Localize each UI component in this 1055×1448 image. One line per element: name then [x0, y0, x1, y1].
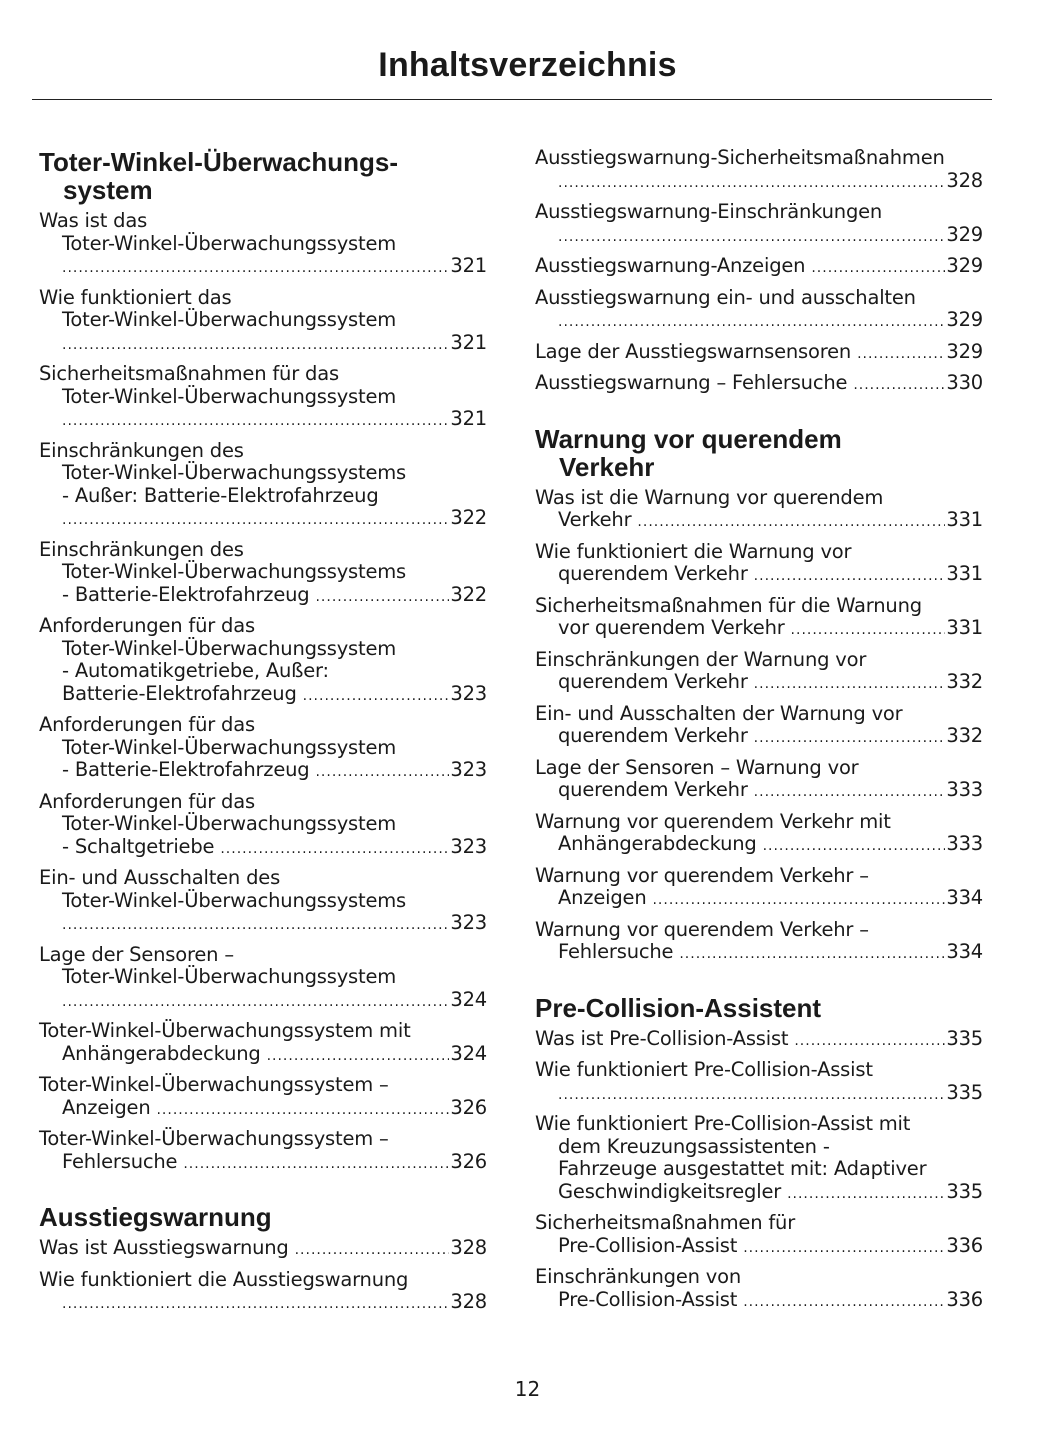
dot-leader [811, 257, 945, 280]
dot-leader [156, 1099, 449, 1122]
toc-entry-text: Toter-Winkel-Überwachungssystem – [39, 1127, 389, 1150]
toc-entry-text: Was ist die Warnung vor querendem [535, 485, 884, 509]
toc-entry-line [535, 255, 983, 280]
section-heading-line: Pre-Collision-Assistent [535, 992, 822, 1023]
toc-entry[interactable] [535, 703, 983, 750]
toc-entry[interactable] [39, 539, 487, 609]
toc-entry-line [39, 440, 487, 463]
dot-leader [754, 673, 946, 696]
toc-entry-text: Batterie-Elektrofahrzeug [62, 681, 297, 705]
dot-leader [183, 1153, 449, 1176]
toc-section [39, 1203, 487, 1316]
toc-entry-line [535, 757, 983, 780]
dot-leader [558, 226, 945, 249]
dot-leader [220, 838, 449, 861]
toc-entry-line [39, 210, 487, 233]
toc-entry-line [39, 836, 487, 861]
section-heading-line: Ausstiegswarnung [39, 1202, 272, 1232]
toc-entry[interactable] [535, 541, 983, 588]
toc-entry[interactable] [535, 649, 983, 696]
toc-page-number[interactable]: 330 [946, 371, 983, 394]
toc-entry-text: querendem Verkehr [558, 562, 748, 585]
toc-page-number[interactable]: 326 [450, 1149, 487, 1173]
toc-page-number[interactable]: 322 [450, 582, 487, 606]
toc-entry-line [39, 255, 487, 280]
toc-entry-text: Wie funktioniert Pre-Collision-Assist [535, 1058, 873, 1081]
dot-leader [679, 943, 945, 966]
dot-leader [62, 1293, 449, 1316]
dot-leader [62, 410, 449, 433]
toc-entry-text: Wie funktioniert die Warnung vor [535, 539, 852, 563]
toc-entry[interactable] [535, 1059, 983, 1106]
toc-entry-text: Anhängerabdeckung [558, 832, 757, 855]
dot-leader [857, 343, 945, 366]
toc-entry-text: Geschwindigkeitsregler [558, 1179, 782, 1203]
section-heading [39, 148, 487, 204]
toc-entry-line [535, 703, 983, 726]
dot-leader [743, 1291, 945, 1314]
toc-entry-line [39, 561, 487, 584]
toc-entry-line [39, 1020, 487, 1043]
dot-leader [652, 889, 945, 912]
toc-entry[interactable] [535, 287, 983, 334]
section-heading [39, 1203, 487, 1231]
toc-entry-line [39, 1128, 487, 1151]
toc-entry-text: Toter-Winkel-Überwachungssystem [62, 812, 397, 835]
toc-entry-line [39, 1269, 487, 1292]
dot-leader [295, 1239, 450, 1262]
toc-page-number[interactable]: 336 [946, 1233, 983, 1257]
toc-entry-text: querendem Verkehr [558, 670, 748, 693]
toc-entry-line [39, 989, 487, 1014]
toc-page-number[interactable]: 332 [946, 670, 983, 693]
toc-entry[interactable] [535, 595, 983, 642]
toc-entry[interactable] [39, 1237, 487, 1262]
toc-entry-text: Einschränkungen des [39, 438, 244, 462]
toc-entry-text: Anforderungen für das [39, 614, 255, 637]
toc-entry-text: Was ist Ausstiegswarnung [39, 1236, 289, 1259]
toc-entry-line [39, 309, 487, 332]
title-divider [32, 99, 992, 100]
toc-entry-line [535, 509, 983, 534]
toc-entry-text: vor querendem Verkehr [558, 616, 785, 639]
toc-entry-text: Sicherheitsmaßnahmen für die Warnung [535, 593, 922, 617]
toc-page-number[interactable]: 324 [450, 987, 487, 1011]
toc-entry-text: Was ist das [39, 209, 148, 232]
toc-entry-text: - Automatikgetriebe, Außer: [62, 659, 329, 682]
toc-page-number[interactable]: 333 [946, 778, 983, 801]
toc-entry-text: Toter-Winkel-Überwachungssystem [62, 965, 397, 988]
toc-entry[interactable] [39, 615, 487, 707]
toc-entry[interactable] [39, 791, 487, 861]
toc-page-number[interactable]: 331 [946, 616, 983, 639]
dot-leader [763, 835, 946, 858]
toc-entry-text: Einschränkungen von [535, 1265, 742, 1288]
toc-page-number[interactable]: 331 [946, 508, 983, 531]
toc-entry-line [535, 287, 983, 310]
toc-entry-text: Fahrzeuge ausgestattet mit: Adaptiver [558, 1157, 927, 1180]
toc-entry[interactable] [39, 287, 487, 357]
toc-entry[interactable] [39, 363, 487, 433]
toc-entry-text: Warnung vor querendem Verkehr mit [535, 809, 891, 833]
toc-entry[interactable] [535, 865, 983, 912]
toc-entry[interactable] [39, 714, 487, 784]
page-title: Inhaltsverzeichnis [378, 46, 677, 84]
toc-entry-text: Ein- und Ausschalten der Warnung vor [535, 701, 903, 725]
toc-entry-line [535, 170, 983, 195]
toc-entry[interactable] [535, 1028, 983, 1053]
toc-entry-line [39, 867, 487, 890]
toc-entry[interactable] [39, 944, 487, 1014]
toc-entry-line [535, 541, 983, 564]
dot-leader [62, 257, 449, 280]
toc-entry[interactable] [535, 372, 983, 397]
toc-page-number[interactable]: 336 [946, 1287, 983, 1311]
toc-entry-text: Was ist Pre-Collision-Assist [535, 1026, 789, 1050]
toc-entry-line [39, 890, 487, 913]
toc-entry-line [535, 725, 983, 750]
toc-entry-text: Toter-Winkel-Überwachungssystem [62, 636, 397, 660]
toc-entry-text: - Schaltgetriebe [62, 834, 215, 858]
toc-entry-line [39, 539, 487, 562]
toc-entry[interactable] [535, 147, 983, 194]
toc-entry-text: - Außer: Batterie-Elektrofahrzeug [62, 483, 379, 507]
toc-entry-text: Toter-Winkel-Überwachungssystem – [39, 1073, 389, 1096]
toc-entry-line [535, 1212, 983, 1235]
toc-entry-line [535, 941, 983, 966]
toc-entry[interactable] [535, 487, 983, 534]
toc-entry-line [535, 224, 983, 249]
dot-leader [558, 311, 945, 334]
toc-entry-line [39, 332, 487, 357]
section-heading [535, 425, 983, 481]
toc-entry-line [39, 944, 487, 967]
toc-entry-line [535, 1158, 983, 1181]
dot-leader [787, 1183, 945, 1206]
toc-entry-line [39, 507, 487, 532]
toc-entry-line [535, 833, 983, 858]
toc-entry-line [39, 759, 487, 784]
toc-page-number[interactable]: 328 [946, 168, 983, 192]
toc-entry-text: Fehlersuche [558, 940, 674, 963]
toc-entry-text: Toter-Winkel-Überwachungssystem [62, 231, 397, 255]
toc-entry-text: Lage der Ausstiegswarnsensoren [535, 339, 852, 363]
toc-entry[interactable] [39, 210, 487, 280]
toc-entry-line [39, 462, 487, 485]
toc-entry-text: querendem Verkehr [558, 724, 748, 747]
toc-entry[interactable] [535, 757, 983, 804]
toc-entry-text: dem Kreuzungsassistenten - [558, 1134, 830, 1158]
dot-leader [62, 914, 449, 937]
toc-entry-text: Ausstiegswarnung ein- und ausschalten [535, 285, 916, 309]
toc-entry[interactable] [535, 341, 983, 366]
toc-entry-line [39, 1291, 487, 1316]
toc-entry-text: Toter-Winkel-Überwachungssystem [62, 308, 397, 331]
dot-leader [267, 1045, 450, 1068]
toc-entry-line [535, 1136, 983, 1159]
section-heading [535, 994, 983, 1022]
toc-entry-text: Lage der Sensoren – [39, 942, 234, 966]
toc-entry[interactable] [39, 1020, 487, 1067]
dot-leader [791, 619, 946, 642]
dot-leader [754, 727, 946, 750]
toc-entry-text: Anzeigen [558, 886, 647, 909]
toc-entry-line [535, 887, 983, 912]
toc-page-number[interactable]: 328 [450, 1236, 487, 1259]
toc-entry-text: Toter-Winkel-Überwachungssystem [62, 384, 397, 408]
toc-entry-text: Ein- und Ausschalten des [39, 866, 281, 889]
toc-entry-line [535, 617, 983, 642]
toc-page-number[interactable]: 334 [946, 886, 983, 909]
section-heading-line: system [63, 175, 153, 205]
toc-entry[interactable] [39, 867, 487, 937]
dot-leader [558, 172, 945, 195]
toc-entry-line [535, 563, 983, 588]
toc-entry-line [535, 487, 983, 510]
toc-page-number[interactable]: 335 [946, 1179, 983, 1203]
toc-page-number[interactable]: 324 [450, 1041, 487, 1065]
toc-page-number[interactable]: 333 [946, 832, 983, 855]
toc-page-number[interactable]: 332 [946, 724, 983, 747]
toc-entry-text: Toter-Winkel-Überwachungssystem [62, 735, 397, 759]
toc-entry-line [39, 287, 487, 310]
toc-entry-text: Anforderungen für das [39, 789, 255, 813]
dot-leader [637, 511, 945, 534]
toc-entry-line [535, 671, 983, 696]
toc-entry-line [39, 386, 487, 409]
dot-leader [853, 374, 945, 397]
toc-page-number[interactable]: 329 [946, 222, 983, 246]
toc-entry-line [39, 660, 487, 683]
toc-entry-line [535, 201, 983, 224]
toc-entry-text: Sicherheitsmaßnahmen für [535, 1211, 796, 1234]
dot-leader [62, 991, 449, 1014]
toc-page-number[interactable]: 323 [450, 911, 487, 934]
toc-page-number[interactable]: 329 [946, 254, 983, 277]
toc-entry-line [39, 912, 487, 937]
toc-entry-text: Pre-Collision-Assist [558, 1233, 738, 1257]
toc-entry-text: - Batterie-Elektrofahrzeug [62, 758, 310, 781]
toc-column-left [39, 148, 487, 1326]
toc-section [535, 994, 983, 1314]
toc-entry-line [535, 309, 983, 334]
toc-entry-text: Einschränkungen der Warnung vor [535, 647, 867, 671]
toc-page-number[interactable]: 329 [946, 308, 983, 331]
section-heading-line: Verkehr [559, 451, 655, 482]
toc-entry-line [535, 649, 983, 672]
toc-entry-line [535, 1113, 983, 1136]
toc-entry-text: Toter-Winkel-Überwachungssystems [62, 461, 407, 484]
toc-entry[interactable] [39, 440, 487, 532]
toc-entry-text: Verkehr [558, 508, 632, 531]
toc-entry-line [535, 1082, 983, 1107]
dot-leader [558, 1084, 945, 1107]
toc-entry-text: Warnung vor querendem Verkehr – [535, 863, 869, 887]
toc-entry-line [39, 1097, 487, 1122]
toc-entry[interactable] [535, 255, 983, 280]
toc-entry-line [39, 714, 487, 737]
toc-column-right [535, 147, 983, 1323]
toc-entry-line [535, 595, 983, 618]
toc-entry-line [39, 638, 487, 661]
toc-entry-text: Ausstiegswarnung-Einschränkungen [535, 200, 883, 223]
toc-entry-line [535, 1289, 983, 1314]
section-heading-line: Toter-Winkel-Überwachungs- [39, 147, 398, 177]
toc-page-number[interactable]: 331 [946, 562, 983, 585]
toc-page-number[interactable]: 335 [946, 1026, 983, 1050]
toc-entry-text: Ausstiegswarnung-Anzeigen [535, 254, 806, 277]
toc-page-number[interactable]: 329 [946, 339, 983, 363]
toc-entry[interactable] [39, 1074, 487, 1121]
toc-entry-text: Fehlersuche [62, 1149, 178, 1173]
toc-entry-text: Pre-Collision-Assist [558, 1287, 738, 1311]
toc-entry[interactable] [535, 1266, 983, 1313]
toc-entry-text: querendem Verkehr [558, 778, 748, 801]
toc-entry-line [39, 408, 487, 433]
toc-page-number[interactable]: 323 [450, 758, 487, 781]
toc-page-number[interactable]: 321 [450, 407, 487, 430]
toc-entry-line [535, 1028, 983, 1053]
toc-entry-line [535, 1181, 983, 1206]
toc-entry-line [39, 584, 487, 609]
toc-entry-text: Toter-Winkel-Überwachungssystems [62, 560, 407, 583]
toc-entry-text: Anhängerabdeckung [62, 1041, 261, 1065]
toc-entry-line [535, 1266, 983, 1289]
toc-entry[interactable] [535, 201, 983, 248]
toc-entry-line [535, 779, 983, 804]
toc-entry-line [39, 813, 487, 836]
toc-entry-text: Lage der Sensoren – Warnung vor [535, 755, 859, 779]
dot-leader [315, 586, 449, 609]
toc-entry-text: Warnung vor querendem Verkehr – [535, 917, 869, 941]
toc-entry-line [39, 683, 487, 708]
toc-entry-text: Ausstiegswarnung-Sicherheitsmaßnahmen [535, 146, 945, 169]
toc-entry-line [535, 1059, 983, 1082]
dot-leader [754, 781, 946, 804]
toc-entry-line [535, 811, 983, 834]
toc-page-number[interactable]: 334 [946, 940, 983, 963]
toc-entry-line [39, 1151, 487, 1176]
toc-entry[interactable] [39, 1269, 487, 1316]
toc-entry-line [39, 1043, 487, 1068]
toc-entry-text: Wie funktioniert die Ausstiegswarnung [39, 1267, 409, 1291]
dot-leader [743, 1237, 945, 1260]
toc-entry[interactable] [535, 919, 983, 966]
dot-leader [62, 334, 449, 357]
toc-page-number[interactable]: 326 [450, 1095, 487, 1119]
toc-entry[interactable] [535, 1212, 983, 1259]
toc-entry-text: Toter-Winkel-Überwachungssystems [62, 888, 407, 912]
dot-leader [62, 509, 449, 532]
toc-page-number[interactable]: 322 [450, 506, 487, 529]
toc-entry-line [39, 966, 487, 989]
page-number: 12 [514, 1377, 541, 1401]
toc-entry-text: Toter-Winkel-Überwachungssystem mit [39, 1019, 411, 1042]
toc-page-number[interactable]: 335 [946, 1080, 983, 1104]
toc-entry-line [535, 865, 983, 888]
toc-entry[interactable] [535, 1113, 983, 1205]
toc-entry-line [39, 1237, 487, 1262]
toc-entry[interactable] [535, 811, 983, 858]
toc-entry-line [39, 363, 487, 386]
toc-page-number[interactable]: 323 [450, 681, 487, 705]
section-heading-line: Warnung vor querendem [535, 423, 842, 454]
toc-entry-line [39, 615, 487, 638]
toc-entry-text: Sicherheitsmaßnahmen für das [39, 362, 339, 385]
toc-entry-line [535, 147, 983, 170]
toc-page-number[interactable]: 323 [450, 834, 487, 858]
toc-page-number[interactable]: 321 [450, 254, 487, 277]
toc-entry-line [39, 791, 487, 814]
toc-entry-line [39, 233, 487, 256]
toc-entry[interactable] [39, 1128, 487, 1175]
toc-entry-text: Einschränkungen des [39, 537, 244, 561]
toc-entry-text: Wie funktioniert das [39, 285, 232, 309]
toc-page-number[interactable]: 328 [450, 1290, 487, 1313]
toc-entry-text: Ausstiegswarnung – Fehlersuche [535, 371, 848, 394]
toc-entry-line [535, 372, 983, 397]
toc-entry-text: Anforderungen für das [39, 713, 255, 736]
dot-leader [303, 685, 450, 708]
dot-leader [315, 761, 449, 784]
toc-section [535, 425, 983, 966]
toc-section [535, 147, 983, 397]
toc-entry-line [535, 919, 983, 942]
dot-leader [794, 1030, 945, 1053]
dot-leader [754, 565, 946, 588]
toc-section [39, 148, 487, 1175]
toc-entry-line [39, 485, 487, 508]
toc-entry-line [535, 1235, 983, 1260]
toc-entry-line [39, 737, 487, 760]
toc-entry-line [39, 1074, 487, 1097]
toc-entry-text: Anzeigen [62, 1095, 151, 1119]
toc-page-number[interactable]: 321 [450, 330, 487, 354]
toc-entry-text: Wie funktioniert Pre-Collision-Assist mit [535, 1112, 911, 1135]
toc-entry-text: - Batterie-Elektrofahrzeug [62, 582, 310, 606]
toc-entry-line [535, 341, 983, 366]
